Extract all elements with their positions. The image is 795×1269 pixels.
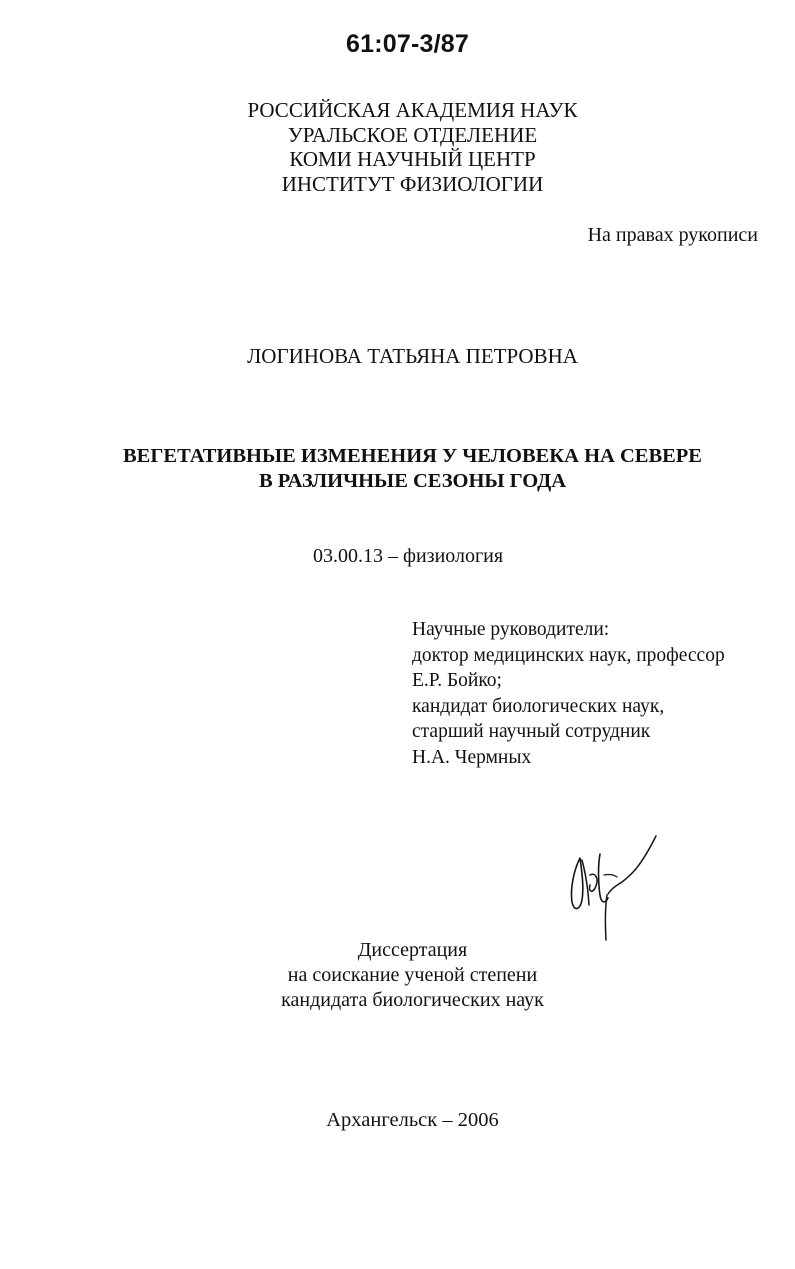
dissertation-line: кандидата биологических наук	[281, 989, 544, 1011]
supervisor-line: доктор медицинских наук, профессор	[412, 644, 725, 666]
supervisor-line: Н.А. Чермных	[412, 746, 532, 768]
supervisor-line: кандидат биологических наук,	[412, 695, 665, 717]
supervisor-line: старший научный сотрудник	[412, 721, 651, 742]
specialty-code: 03.00.13 – физиология	[313, 545, 504, 567]
organization-line: ИНСТИТУТ ФИЗИОЛОГИИ	[281, 171, 544, 196]
dissertation-line: на соискание ученой степени	[287, 964, 538, 986]
dissertation-title	[0, 444, 795, 494]
place-year: Архангельск – 2006	[326, 1109, 499, 1131]
author-name: ЛОГИНОВА ТАТЬЯНА ПЕТРОВНА	[247, 344, 578, 368]
dissertation-line: Диссертация	[357, 939, 468, 961]
supervisor-line: Е.Р. Бойко;	[412, 670, 502, 691]
title-line: ВЕГЕТАТИВНЫЕ ИЗМЕНЕНИЯ У ЧЕЛОВЕКА НА СЕВЕРЕ	[123, 445, 702, 467]
organization-block	[0, 98, 795, 196]
supervisors-heading: Научные руководители:	[412, 619, 610, 640]
organization-line: РОССИЙСКАЯ АКАДЕМИЯ НАУК	[247, 98, 578, 122]
signature-icon	[560, 830, 670, 945]
supervisors-block	[412, 617, 725, 770]
dissertation-info	[0, 938, 795, 1013]
rights-note: На правах рукописи	[587, 224, 758, 246]
organization-line: КОМИ НАУЧНЫЙ ЦЕНТР	[289, 147, 536, 171]
title-line: В РАЗЛИЧНЫЕ СЕЗОНЫ ГОДА	[258, 470, 567, 492]
archive-code: 61:07-3/87	[346, 30, 469, 58]
organization-line: УРАЛЬСКОЕ ОТДЕЛЕНИЕ	[287, 122, 538, 147]
